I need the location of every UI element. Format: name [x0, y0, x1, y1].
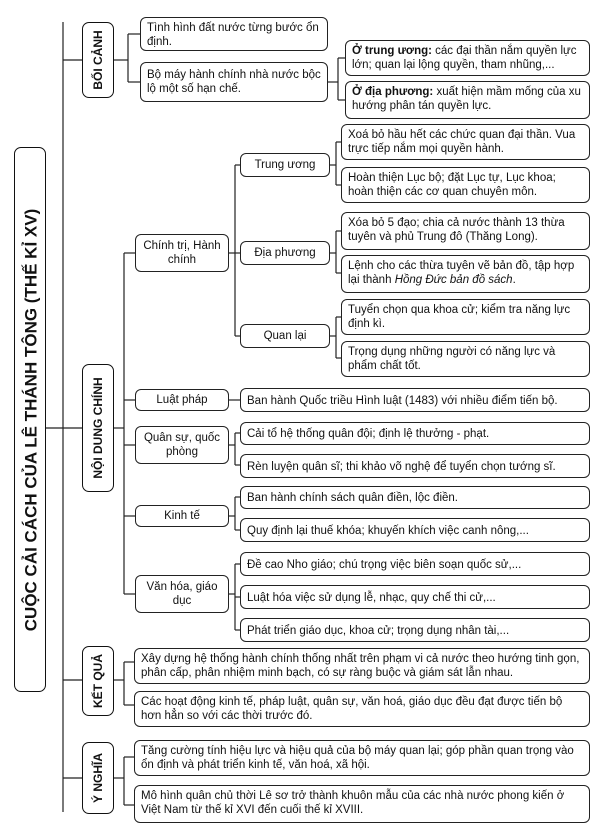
kq-item-2: Các hoạt động kinh tế, pháp luật, quân sự, văn hoá, giáo dục đều đạt được tiến bộ hơn hẳn so với các thời trước đó.	[134, 691, 590, 727]
tu-item-2: Hoàn thiện Lục bộ; đặt Lục tự, Lục khoa; hoàn thiện các cơ quan chuyên môn.	[341, 167, 590, 203]
dp-label: Ở địa phương:	[352, 86, 434, 98]
yn-item-1: Tăng cường tính hiệu lực và hiệu quả của bộ máy quan lại; góp phần quan trọng vào ổn định và phát triển kinh tế, văn hoá, xã hội.	[134, 740, 590, 776]
yn-item-2: Mô hình quân chủ thời Lê sơ trở thành khuôn mẫu của các nhà nước phong kiến ở Việt Nam từ thế kỉ XVI đến cuối thế kỉ XVIII.	[134, 785, 590, 823]
qs-item-2: Rèn luyện quân sĩ; thi khảo võ nghệ để tuyển chọn tướng sĩ.	[240, 454, 590, 478]
section-y-nghia	[82, 742, 114, 814]
tu-item-1: Xoá bỏ hầu hết các chức quan đại thần. Vua trực tiếp nắm mọi quyền hành.	[341, 124, 590, 160]
dp-item-2	[341, 255, 590, 293]
cat-quan-su: Quân sự, quốc phòng	[135, 426, 229, 464]
kt-item-2: Quy định lại thuế khóa; khuyến khích việc canh nông,...	[240, 518, 590, 542]
vh-item-3: Phát triển giáo dục, khoa cử; trọng dụng nhân tài,...	[240, 618, 590, 642]
cat-van-hoa: Văn hóa, giáo dục	[135, 575, 229, 613]
tw-text: các đại thần nắm quyền lực lớn; quan lại lộng quyền, tham nhũng,...	[352, 45, 577, 71]
ql-item-2: Trọng dụng những người có năng lực và phẩm chất tốt.	[341, 341, 590, 377]
sub-trung-uong: Trung ương	[240, 153, 330, 177]
dp2-text: Lệnh cho các thừa tuyên vẽ bản đồ, tập hợp lại thành	[348, 260, 575, 286]
lp-item-1: Ban hành Quốc triều Hình luật (1483) với nhiều điểm tiến bộ.	[240, 388, 590, 412]
cat-chinh-tri: Chính trị, Hành chính	[135, 234, 229, 272]
sub-dia-phuong: Địa phương	[240, 241, 330, 265]
boi-canh-dia-phuong	[345, 81, 590, 119]
boi-canh-trung-uong	[345, 40, 590, 76]
cat-kinh-te: Kinh tế	[135, 505, 229, 527]
dp2-book-title: Hồng Đức bản đồ sách	[394, 274, 513, 286]
kt-item-1: Ban hành chính sách quân điền, lộc điền.	[240, 486, 590, 509]
section-noi-dung	[82, 364, 114, 492]
section-boi-canh-label: BỐI CẢNH	[91, 30, 105, 90]
boi-canh-item-2: Bộ máy hành chính nhà nước bộc lộ một số hạn chế.	[140, 62, 328, 102]
section-ket-qua-label: KẾT QUẢ	[91, 654, 105, 708]
vh-item-2: Luật hóa việc sử dụng lễ, nhạc, quy chế thi cử,...	[240, 585, 590, 609]
qs-item-1: Cải tổ hệ thống quân đội; định lệ thưởng - phạt.	[240, 422, 590, 445]
cat-luat-phap: Luật pháp	[135, 389, 229, 411]
tw-label: Ở trung ương:	[352, 45, 432, 57]
main-title-box	[14, 147, 46, 692]
section-ket-qua	[82, 646, 114, 716]
vh-item-1: Đề cao Nho giáo; chú trọng việc biên soạn quốc sử,...	[240, 552, 590, 576]
boi-canh-item-1: Tình hình đất nước từng bước ổn định.	[140, 17, 328, 51]
ql-item-1: Tuyển chọn qua khoa cử; kiểm tra năng lực định kì.	[341, 299, 590, 335]
dp-text: xuất hiện mầm mống của xu hướng phân tán quyền lực.	[352, 86, 581, 112]
section-boi-canh	[82, 22, 114, 98]
main-title: CUỘC CẢI CÁCH CỦA LÊ THÁNH TÔNG (THẾ KỈ XV)	[21, 208, 41, 632]
section-y-nghia-label: Ý NGHĨA	[91, 753, 105, 804]
dp2-end: .	[512, 274, 516, 286]
kq-item-1: Xây dựng hệ thống hành chính thống nhất trên phạm vi cả nước theo hướng tinh gọn, phân cấp, phân nhiệm minh bạch, có sự ràng buộc và giám sát lẫn nhau.	[134, 648, 590, 684]
sub-quan-lai: Quan lại	[240, 324, 330, 348]
section-noi-dung-label: NỘI DUNG CHÍNH	[91, 377, 105, 479]
dp-item-1: Xóa bỏ 5 đạo; chia cả nước thành 13 thừa tuyên và phủ Trung đô (Thăng Long).	[341, 212, 590, 250]
